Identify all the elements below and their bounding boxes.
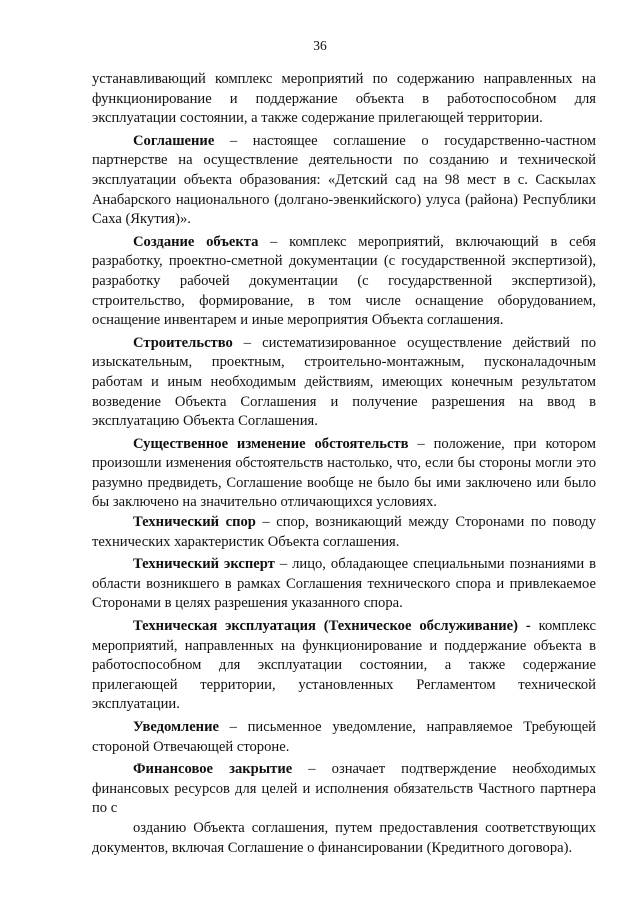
page-number: 36	[313, 38, 327, 53]
definition-term: Соглашение	[133, 132, 215, 149]
paragraph-text: устанавливающий комплекс мероприятий по содержанию направленных на функционирование и поддержание объекта в работоспособном для эксплуатации состоянии, а также содержание прилегающей территории.	[92, 71, 596, 127]
definition-term: Создание объекта	[133, 233, 259, 250]
definition-term: Уведомление	[133, 719, 219, 735]
definition-text: комплекс мероприятий, направленных на функционирование и поддержание объекта в работоспособном для эксплуатации состоянии, а также содержание прилегающей территории, установленных Регламентом технической эксплуатации.	[92, 618, 596, 713]
paragraph-finansovoe-zakrytie-continued	[92, 819, 596, 858]
definition-term: Существенное изменение обстоятельств	[133, 435, 409, 452]
definition-term: Строительство	[133, 334, 233, 351]
definition-finansovoe-zakrytie	[92, 760, 596, 819]
definition-tekhnicheskaya-ekspluatatsiya	[92, 617, 596, 715]
definition-stroitelstvo	[92, 334, 596, 432]
definition-text: – положение, при котором произошли изменения обстоятельств настолько, что, если бы стороны могли это разумно предвидеть, Соглашение вообще не было бы ими заключено или было бы заключено на значительно отличающихся условиях.	[92, 435, 596, 511]
definition-sushchestvennoe-izmenenie	[92, 435, 596, 513]
definition-text: – означает подтверждение необходимых финансовых ресурсов для целей и исполнения обязательств Частного партнера по с	[92, 761, 597, 817]
definition-tekhnicheskiy-spor	[92, 513, 596, 552]
paragraph-text: озданию Объекта соглашения, путем предоставления соответствующих документов, включая Соглашение о финансировании (Кредитного договора).	[92, 819, 596, 856]
definition-text: – спор, возникающий между Сторонами по поводу технических характеристик Объекта соглашения.	[92, 514, 597, 550]
definition-text: – комплекс мероприятий, включающий в себя разработку, проектно-сметной документации (с государственной экспертизой), разработку рабочей документации (с государственной экспертизой), строительство, формирование, в том числе оснащение оборудованием, оснащение инвентарем и иные мероприятия Объекта соглашения.	[92, 233, 596, 329]
definition-term: Технический спор	[133, 514, 256, 531]
definition-text: – настоящее соглашение о государственно-частном партнерстве на осуществление деятельности по созданию и технической эксплуатации объекта образования: «Детский сад на 98 мест в с. Саскылах Анабарского национального (долгано-эвенкийского) улуса (района) Республики Саха (Якутия)».	[92, 132, 596, 228]
definition-term: Технический эксперт	[133, 556, 275, 573]
definition-soglashenie	[92, 132, 596, 230]
definition-uvedomlenie	[92, 718, 596, 757]
definition-text: – письменное уведомление, направляемое Требующей стороной Отвечающей стороне.	[92, 719, 596, 755]
definition-sozdanie-obekta	[92, 233, 596, 331]
paragraph-continuation	[92, 70, 596, 129]
definition-tekhnicheskiy-ekspert	[92, 555, 596, 614]
definition-text: – систематизированное осуществление действий по изыскательным, проектным, строительно-монтажным, пусконаладочным работам и иным необходимым действиям, имеющих конечным результатом возведение Объекта Соглашения и получение разрешения на ввод в эксплуатацию Объекта Соглашения.	[92, 334, 596, 430]
definition-term: Финансовое закрытие	[133, 761, 293, 778]
definition-text: – лицо, обладающее специальными познаниями в области возникшего в рамках Соглашения технического спора и привлекаемое Сторонами в целях разрешения указанного спора.	[92, 556, 596, 612]
document-body	[92, 70, 596, 858]
definition-term: Техническая эксплуатация (Техническое обслуживание) -	[133, 618, 531, 635]
